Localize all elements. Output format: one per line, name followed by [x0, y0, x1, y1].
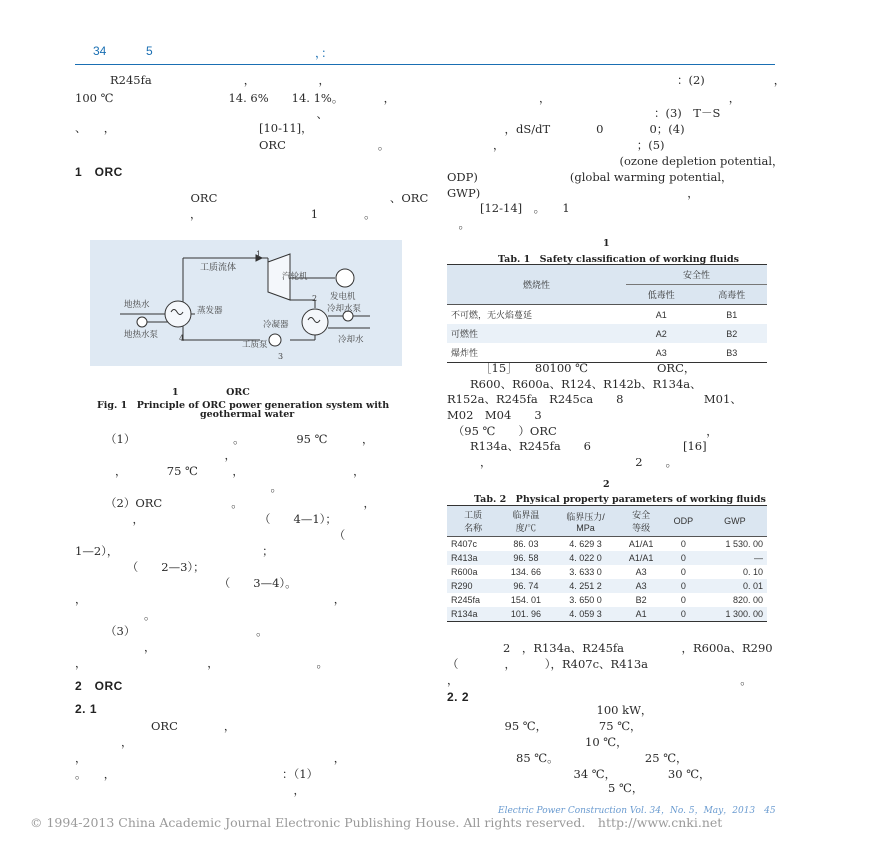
- figure-1: [90, 240, 402, 366]
- fig-label-n4: 4: [179, 334, 185, 343]
- t2-head-safety: 安全 等级: [632, 510, 651, 533]
- right-v6: 5 ℃，: [447, 781, 644, 795]
- para-2c: （: [75, 528, 346, 542]
- para-2g: ， ，: [75, 592, 346, 606]
- t2-cell: B2: [635, 595, 647, 605]
- t2-cell: 0: [680, 553, 686, 563]
- right-line-2: ， ，: [447, 91, 741, 105]
- t2-cell: 96. 58: [513, 553, 539, 563]
- para-3: （3） 。: [105, 624, 268, 638]
- section-1-heading: 1 ORC: [75, 165, 123, 179]
- fig-label-condenser: 冷凝器: [263, 320, 289, 330]
- t2-cell: R413a: [451, 553, 478, 563]
- table-row: [447, 565, 767, 579]
- t1-head-low: 低毒性: [647, 290, 675, 300]
- t2-cell: 101. 96: [510, 609, 541, 619]
- t2-cell: 820. 00: [732, 595, 763, 605]
- sec21-line-1: ORC ，: [105, 719, 236, 733]
- fig-label-geothermal-water: 地热水: [124, 300, 150, 310]
- t2-cell: 4. 251 2: [569, 581, 602, 591]
- tab1-title: Tab. 1 Safety classification of working fluids: [498, 254, 740, 265]
- para-1b: ，: [75, 448, 236, 462]
- right-line-5: ， ；(5): [447, 138, 665, 152]
- table-row: [447, 305, 767, 325]
- para-1: （1） 。 95 ℃ ，: [105, 432, 374, 446]
- journal-footer: Electric Power Construction Vol. 34，No. 5，May，2013 45: [498, 806, 776, 816]
- t2-cell: 0: [680, 581, 686, 591]
- t2-cell: 96. 74: [513, 581, 539, 591]
- t2-head-fluid: 工质 名称: [464, 510, 483, 533]
- left-line-4: 、 ， [10-11]，: [75, 121, 313, 135]
- t2-cell: A1/A1: [628, 539, 654, 549]
- para-3b: ，: [75, 640, 156, 654]
- t2-cell: 3. 650 0: [569, 595, 602, 605]
- t1-head-high: 高毒性: [718, 290, 746, 300]
- para-2e: （ 2—3）；: [75, 560, 205, 574]
- right-line-7: ODP) (global warming potential，: [447, 170, 733, 184]
- t1-cell: 不可燃，无火焰蔓延: [451, 310, 533, 320]
- para-2f: （ 3—4）。: [75, 576, 297, 590]
- para-2h: 。: [75, 608, 156, 622]
- para-1d: 。: [75, 480, 282, 494]
- right-line-6: (ozone depletion potential，: [447, 154, 784, 168]
- t2-cell: R600a: [451, 567, 478, 577]
- t2-cell: 0: [680, 539, 686, 549]
- section-2-heading: 2 ORC: [75, 679, 123, 693]
- section-2-2-heading: 2. 2: [447, 690, 470, 704]
- fig-label-working-pump: 工质泵: [242, 340, 268, 350]
- t2-cell: 0: [680, 595, 686, 605]
- t2-cell: 0. 01: [742, 581, 763, 591]
- section-2-1-heading: 2. 1: [75, 702, 98, 716]
- fig1-caption-cn: 1 ORC: [172, 387, 250, 398]
- tab1-number: 1: [603, 238, 610, 249]
- t2-head-crit-pressure: 临界压力/ MPa: [566, 511, 605, 533]
- t2-head-gwp: GWP: [724, 516, 746, 526]
- sec21-line-2: ，: [75, 735, 133, 749]
- fig-label-geothermal-pump: 地热水泵: [124, 330, 159, 340]
- table-2: [447, 505, 767, 622]
- table-row: [447, 579, 767, 593]
- table-row: [447, 537, 767, 552]
- right-u2: （ ， ），R407c、R413a: [447, 657, 649, 671]
- t2-cell: 0. 10: [742, 567, 763, 577]
- right-u1: 2 ，R134a、R245fa ，R600a、R290: [480, 641, 773, 655]
- right-v2: 95 ℃， 75 ℃，: [447, 719, 642, 733]
- fig-label-turbine: 汽轮机: [282, 272, 308, 282]
- t2-cell: R245fa: [451, 595, 481, 605]
- fig-label-n2: 2: [312, 294, 318, 303]
- sec21-line-3: ， ，: [75, 751, 346, 765]
- table-row: [447, 324, 767, 343]
- para-3c: ， ， 。: [75, 656, 328, 670]
- t2-cell: 1 300. 00: [725, 609, 763, 619]
- t2-cell: A3: [635, 567, 647, 577]
- fig1-caption-en-2: geothermal water: [200, 409, 295, 420]
- t2-cell: 0: [680, 567, 686, 577]
- right-line-8: GWP) ，: [447, 186, 699, 200]
- fig-label-cooling-pump: 冷却水泵: [327, 304, 362, 314]
- t2-head-odp: ODP: [673, 516, 694, 526]
- left-line-1: R245fa ， ，: [110, 73, 330, 87]
- right-line-3: ：(3) T－S: [447, 106, 721, 120]
- t2-cell: 1 530. 00: [725, 539, 763, 549]
- right-v4: 85 ℃。 25 ℃，: [447, 751, 688, 765]
- t2-cell: 4. 629 3: [569, 539, 602, 549]
- right-s6: R134a、R245fa 6 [16]: [447, 439, 707, 453]
- table-row: [447, 607, 767, 622]
- left-line-7: ， 1 。: [75, 207, 376, 221]
- t2-cell: A1: [635, 609, 647, 619]
- para-1c: ， 75 ℃ ， ，: [115, 464, 365, 478]
- right-line-10: 。: [447, 217, 470, 231]
- left-line-6: ORC 、ORC: [110, 191, 429, 205]
- right-line-4: ，dS/dT 0 0；(4): [447, 122, 685, 136]
- right-line-9: [12-14] 。 1: [480, 201, 570, 215]
- t2-cell: 3. 633 0: [569, 567, 602, 577]
- para-2: （2）ORC 。 ，: [105, 496, 375, 510]
- header-rule: [75, 64, 775, 65]
- t2-cell: 154. 01: [510, 595, 541, 605]
- fig1-caption-en: Fig. 1 Principle of ORC power generation system with: [97, 400, 390, 411]
- t1-cell: A1: [655, 309, 667, 320]
- t1-cell: A2: [655, 328, 667, 339]
- right-line-1: ：(2) ，: [447, 73, 786, 87]
- right-v5: 34 ℃， 30 ℃，: [447, 767, 711, 781]
- t1-cell: B1: [726, 309, 738, 320]
- table-row: [447, 593, 767, 607]
- right-s3: R152a、R245fa R245ca 8 M01、: [447, 392, 742, 406]
- t1-cell: B2: [726, 328, 738, 339]
- right-s5: （95 ℃ ）ORC ，: [447, 424, 718, 438]
- tab2-number: 2: [603, 479, 610, 490]
- right-s2: R600、R600a、R124、R142b、R134a、: [447, 377, 702, 391]
- header-punct: ，：: [315, 46, 334, 60]
- left-line-3: 、: [75, 107, 328, 121]
- t2-cell: 4. 059 3: [569, 609, 602, 619]
- right-s7: ， 2 。: [480, 455, 678, 469]
- t2-cell: A3: [635, 581, 647, 591]
- t1-cell: B3: [726, 347, 738, 358]
- right-u3: ， 。: [447, 673, 752, 687]
- right-v1: 100 kW，: [447, 703, 653, 717]
- t2-cell: —: [754, 553, 763, 563]
- para-2b: ， （ 4—1）；: [75, 512, 337, 526]
- t2-cell: R407c: [451, 539, 478, 549]
- right-s1: ［15］ 80100 ℃ ORC，: [480, 361, 696, 375]
- page-number: 34: [93, 44, 107, 58]
- t1-head-safety: 安全性: [626, 265, 767, 285]
- left-line-5: ORC 。: [75, 138, 390, 152]
- volume-number: 5: [146, 44, 153, 58]
- fig-label-cooling-water: 冷却水: [338, 335, 364, 345]
- tab2-title: Tab. 2 Physical property parameters of working fluids: [474, 494, 766, 505]
- t2-cell: 86. 03: [513, 539, 539, 549]
- t2-cell: 0: [680, 609, 686, 619]
- t1-cell: 爆炸性: [451, 348, 479, 358]
- fig-label-n1: 1: [256, 250, 262, 259]
- t1-head-flammability: 燃烧性: [523, 280, 551, 290]
- t2-head-crit-temp: 临界温 度/℃: [512, 510, 540, 533]
- fig-label-generator: 发电机: [330, 292, 356, 302]
- left-line-2: 100 ℃ 14. 6% 14. 1%。 ，: [75, 91, 396, 105]
- table-1: [447, 264, 767, 363]
- table-row: [447, 551, 767, 565]
- t2-cell: 4. 022 0: [569, 553, 602, 563]
- right-s4: M02 M04 3: [447, 408, 542, 422]
- fig-label-n3: 3: [278, 352, 284, 361]
- fig-label-working-fluid: 工质流体: [200, 263, 237, 273]
- para-2d: 1—2）， ；: [75, 544, 274, 558]
- sec21-line-4: 。 ， ：（1）: [75, 767, 319, 781]
- copyright-notice: © 1994-2013 China Academic Journal Electronic Publishing House. All rights reserved. http://www.cnki.net: [30, 815, 723, 830]
- t1-cell: A3: [655, 347, 667, 358]
- t2-cell: 134. 66: [510, 567, 541, 577]
- t2-cell: R290: [451, 581, 473, 591]
- t2-cell: A1/A1: [628, 553, 654, 563]
- right-v3: 10 ℃，: [447, 735, 628, 749]
- t2-cell: R134a: [451, 609, 478, 619]
- fig-label-evaporator: 蒸发器: [197, 306, 223, 316]
- sec21-line-5: ，: [75, 783, 305, 797]
- t1-cell: 可燃性: [451, 329, 479, 339]
